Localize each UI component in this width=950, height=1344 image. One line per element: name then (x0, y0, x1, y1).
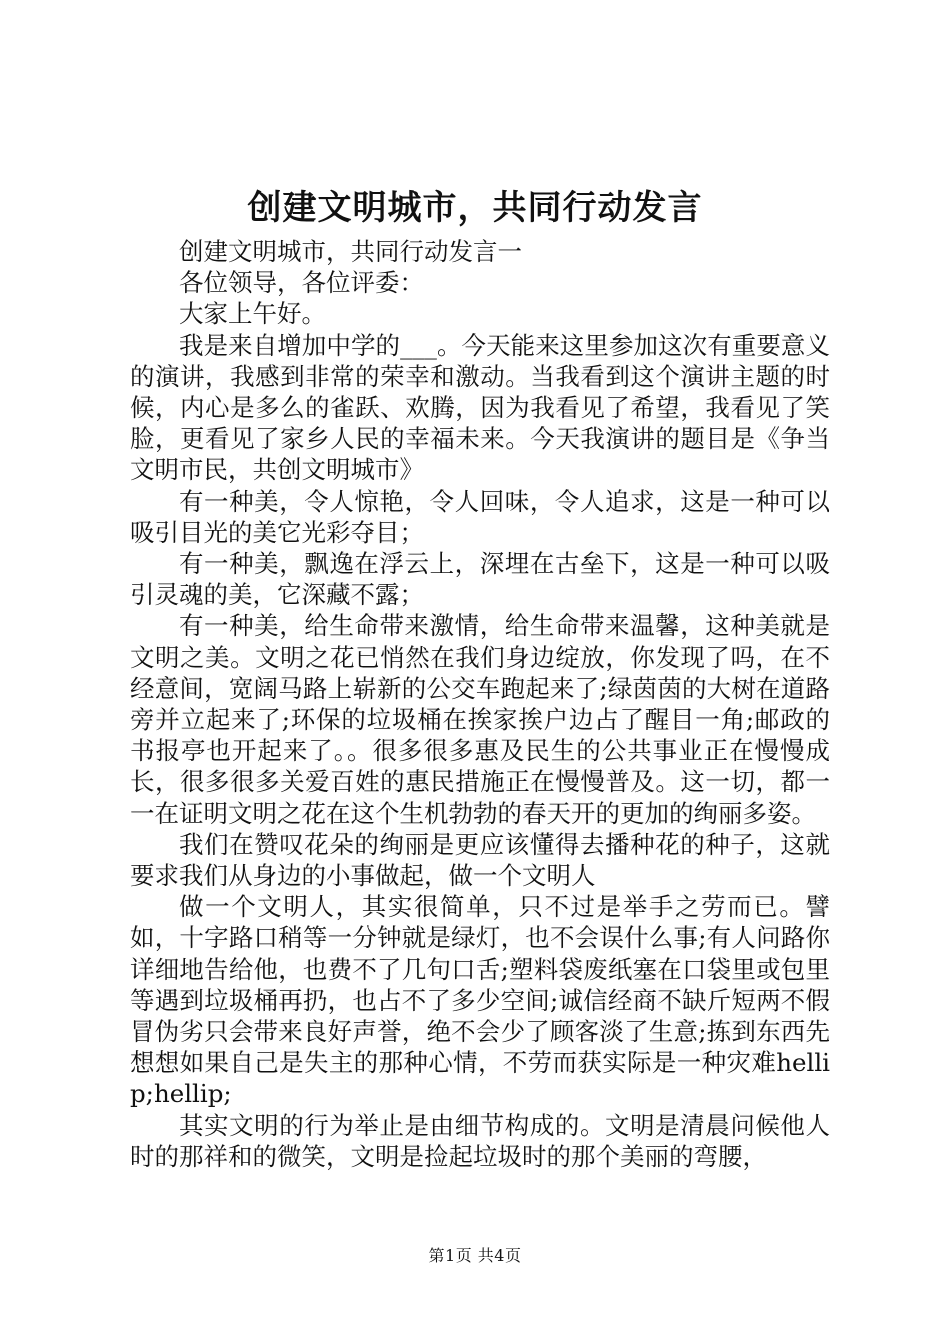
paragraph-beauty-2: 有一种美，飘逸在浮云上，深埋在古垒下，这是一种可以吸引灵魂的美，它深藏不露； (130, 549, 830, 610)
paragraph-details: 其实文明的行为举止是由细节构成的。文明是清晨问候他人时的那祥和的微笑，文明是捡起垃圾时的那个美丽的弯腰， (130, 1110, 830, 1171)
page-number: 第1页 共4页 (428, 1246, 522, 1265)
paragraph-beauty-3: 有一种美，给生命带来激情，给生命带来温馨，这种美就是文明之美。文明之花已悄然在我们身边绽放，你发现了吗，在不经意间，宽阔马路上崭新的公交车跑起来了;绿茵茵的大树在道路旁并立起来了;环保的垃圾桶在挨家挨户边占了醒目一角;邮政的书报亭也开起来了。。很多很多惠及民生的公共事业正在慢慢成长，很多很多关爱百姓的惠民措施正在慢慢普及。这一切，都一一在证明文明之花在这个生机勃勃的春天开的更加的绚丽多姿。 (130, 611, 830, 828)
paragraph-salutation: 各位领导，各位评委： (179, 268, 424, 298)
paragraph-speech-heading: 创建文明城市，共同行动发言一 (179, 237, 522, 266)
paragraph-introduction: 我是来自增加中学的___。今天能来这里参加这次有重要意义的演讲，我感到非常的荣幸和激动。当我看到这个演讲主题的时候，内心是多么的雀跃、欢腾，因为我看见了希望，我看见了笑脸，更看见了家乡人民的幸福未来。今天我演讲的题目是《争当文明市民，共创文明城市》 (130, 330, 830, 485)
paragraph-beauty-1: 有一种美，令人惊艳，令人回味，令人追求，这是一种可以吸引目光的美它光彩夺目； (130, 486, 830, 547)
document-title: 创建文明城市，共同行动发言 (247, 188, 703, 228)
paragraph-greeting: 大家上午好。 (179, 299, 326, 329)
paragraph-seeds: 我们在赞叹花朵的绚丽是更应该懂得去播种花的种子，这就要求我们从身边的小事做起，做一个文明人 (130, 829, 830, 891)
document-body (130, 236, 830, 1172)
paragraph-civilized-person: 做一个文明人，其实很简单，只不过是举手之劳而已。譬如，十字路口稍等一分钟就是绿灯，也不会误什么事;有人问路你详细地告给他，也费不了几句口舌;塑料袋废纸塞在口袋里或包里等遇到垃圾桶再扔，也占不了多少空间;诚信经商不缺斤短两不假冒伪劣只会带来良好声誉，绝不会少了顾客淡了生意;拣到东西先想想如果自己是失主的那种心情，不劳而获实际是一种灾难hellip;hellip; (130, 892, 830, 1109)
